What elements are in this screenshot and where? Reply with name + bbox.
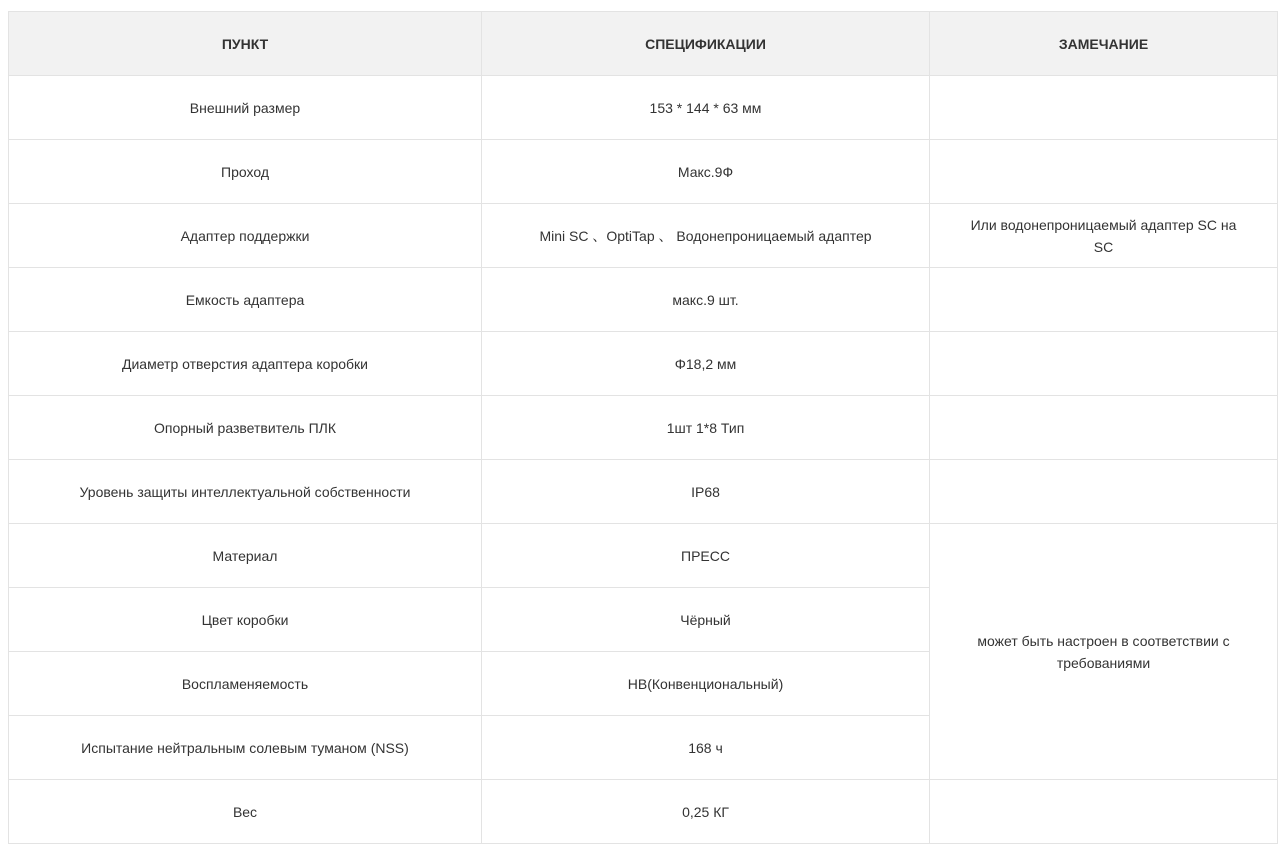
specifications-table: [8, 11, 1278, 844]
row-spec-cell: 0,25 КГ: [482, 780, 930, 844]
row-spec-cell: макс.9 шт.: [482, 268, 930, 332]
table-row: [9, 268, 1278, 332]
header-note: ЗАМЕЧАНИЕ: [930, 12, 1278, 76]
row-note-cell: [930, 140, 1278, 204]
row-spec-cell: Макс.9Ф: [482, 140, 930, 204]
row-spec-cell: 1шт 1*8 Тип: [482, 396, 930, 460]
row-note-cell: Или водонепроницаемый адаптер SC на SC: [930, 204, 1278, 268]
row-spec-cell: HB(Конвенциональный): [482, 652, 930, 716]
row-item-cell: Адаптер поддержки: [9, 204, 482, 268]
table-row: [9, 332, 1278, 396]
row-item-cell: Проход: [9, 140, 482, 204]
row-note-cell: [930, 76, 1278, 140]
row-note-cell: [930, 396, 1278, 460]
header-specifications: СПЕЦИФИКАЦИИ: [482, 12, 930, 76]
row-item-cell: Цвет коробки: [9, 588, 482, 652]
row-item-cell: Испытание нейтральным солевым туманом (NSS): [9, 716, 482, 780]
row-spec-cell: ПРЕСС: [482, 524, 930, 588]
row-spec-cell: IP68: [482, 460, 930, 524]
row-note-cell: [930, 332, 1278, 396]
row-note-cell: [930, 780, 1278, 844]
row-item-cell: Внешний размер: [9, 76, 482, 140]
header-item: ПУНКТ: [9, 12, 482, 76]
merged-note-cell: может быть настроен в соответствии с требованиями: [930, 524, 1278, 780]
row-item-cell: Диаметр отверстия адаптера коробки: [9, 332, 482, 396]
table-row: [9, 140, 1278, 204]
row-spec-cell: Φ18,2 мм: [482, 332, 930, 396]
row-note-cell: [930, 460, 1278, 524]
row-item-cell: Опорный разветвитель ПЛК: [9, 396, 482, 460]
row-item-cell: Емкость адаптера: [9, 268, 482, 332]
table-row: [9, 396, 1278, 460]
table-row: [9, 780, 1278, 844]
row-item-cell: Вес: [9, 780, 482, 844]
row-spec-cell: Mini SC 、OptiTap 、 Водонепроницаемый адаптер: [482, 204, 930, 268]
row-spec-cell: Чёрный: [482, 588, 930, 652]
table-row: [9, 460, 1278, 524]
table-header-row: [9, 12, 1278, 76]
row-item-cell: Воспламеняемость: [9, 652, 482, 716]
row-spec-cell: 153 * 144 * 63 мм: [482, 76, 930, 140]
row-item-cell: Материал: [9, 524, 482, 588]
row-note-cell: [930, 268, 1278, 332]
table-row: [9, 76, 1278, 140]
table-row: [9, 524, 1278, 588]
row-spec-cell: 168 ч: [482, 716, 930, 780]
row-item-cell: Уровень защиты интеллектуальной собственности: [9, 460, 482, 524]
table-row: [9, 204, 1278, 268]
